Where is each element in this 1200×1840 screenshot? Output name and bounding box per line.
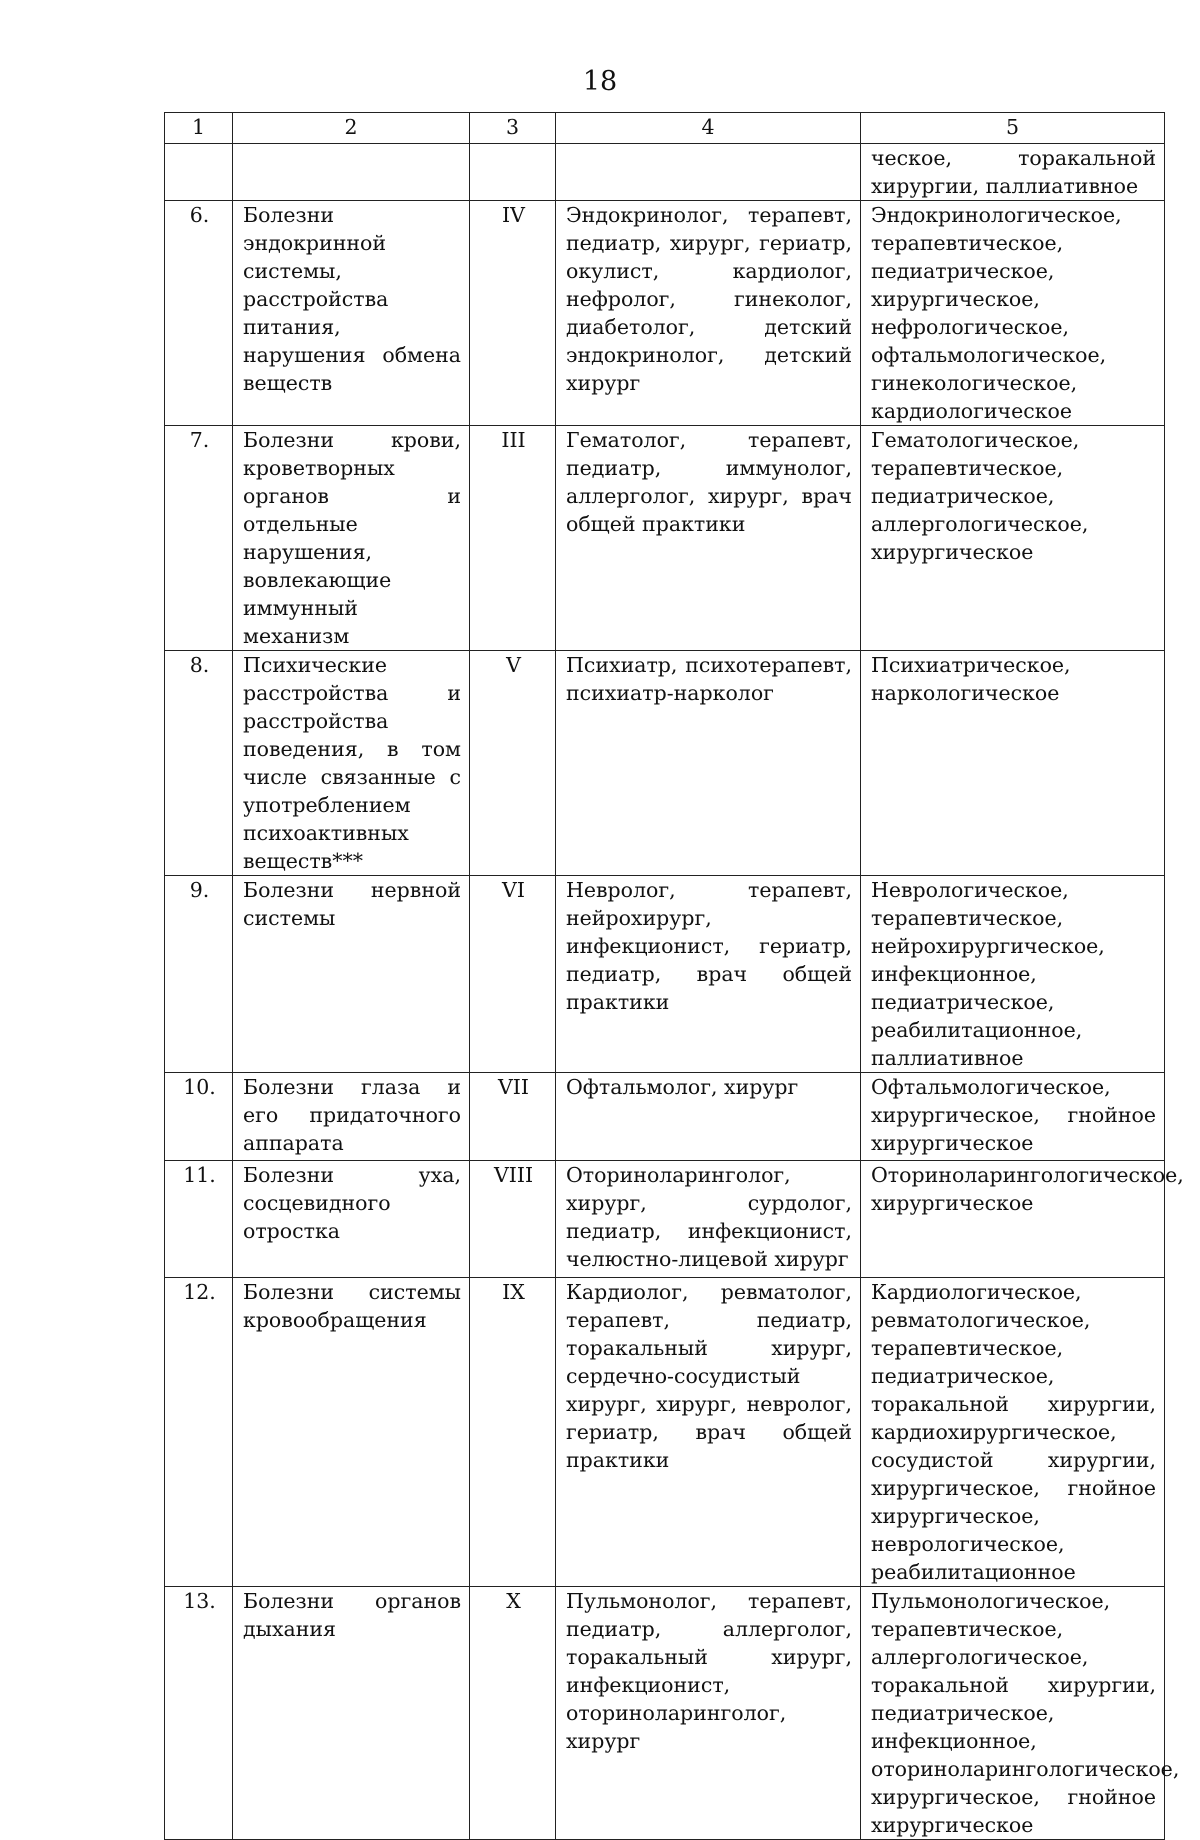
row-number: 12. <box>165 1278 233 1587</box>
icd-class: VI <box>470 876 556 1073</box>
row-number <box>165 144 233 201</box>
table-row <box>165 1278 1165 1587</box>
disease-group: Болезни системы кровообращения <box>233 1278 470 1587</box>
disease-group: Болезни нервной системы <box>233 876 470 1073</box>
row-number: 11. <box>165 1161 233 1278</box>
icd-class: VIII <box>470 1161 556 1278</box>
disease-group: Болезни эндокринной системы, расстройства питания, нарушения обмена веществ <box>233 201 470 426</box>
specialists: Психиатр, психотерапевт, психиатр-нарколог <box>556 651 861 876</box>
departments: ческое, торакальной хирургии, паллиативное <box>861 144 1165 201</box>
departments: Гематологическое, терапевтическое, педиатрическое, аллергологическое, хирургическое <box>861 426 1165 651</box>
table-row <box>165 426 1165 651</box>
disease-group: Болезни глаза и его придаточного аппарата <box>233 1073 470 1161</box>
medical-table <box>164 112 1184 1840</box>
departments: Оториноларингологическое, хирургическое <box>861 1161 1165 1278</box>
specialists: Пульмонолог, терапевт, педиатр, аллерголог, торакальный хирург, инфекционист, оториноларинголог, хирург <box>556 1587 861 1840</box>
icd-class: III <box>470 426 556 651</box>
disease-group: Психические расстройства и расстройства поведения, в том числе связанные с употреблением психоактивных веществ*** <box>233 651 470 876</box>
row-number: 7. <box>165 426 233 651</box>
header-row <box>165 113 1165 144</box>
specialists: Гематолог, терапевт, педиатр, иммунолог, аллерголог, хирург, врач общей практики <box>556 426 861 651</box>
row-number: 6. <box>165 201 233 426</box>
departments: Кардиологическое, ревматологическое, терапевтическое, педиатрическое, торакальной хирургии, кардиохирургическое, сосудистой хирургии, хирургическое, гнойное хирургическое, неврологическое, реабилитационное <box>861 1278 1165 1587</box>
page-number: 18 <box>582 66 618 97</box>
table-row <box>165 876 1165 1073</box>
icd-class: IV <box>470 201 556 426</box>
table-row <box>165 1587 1165 1840</box>
table-row <box>165 144 1165 201</box>
table-row <box>165 1073 1165 1161</box>
icd-class: VII <box>470 1073 556 1161</box>
departments: Неврологическое, терапевтическое, нейрохирургическое, инфекционное, педиатрическое, реабилитационное, паллиативное <box>861 876 1165 1073</box>
row-number: 8. <box>165 651 233 876</box>
table-row <box>165 201 1165 426</box>
row-number: 9. <box>165 876 233 1073</box>
icd-class: X <box>470 1587 556 1840</box>
specialists <box>556 144 861 201</box>
icd-class: IX <box>470 1278 556 1587</box>
specialists: Невролог, терапевт, нейрохирург, инфекционист, гериатр, педиатр, врач общей практики <box>556 876 861 1073</box>
icd-class: V <box>470 651 556 876</box>
table-row <box>165 651 1165 876</box>
disease-group <box>233 144 470 201</box>
departments: Эндокринологическое, терапевтическое, педиатрическое, хирургическое, нефрологическое, офтальмологическое, гинекологическое, кардиологическое <box>861 201 1165 426</box>
departments: Психиатрическое, наркологическое <box>861 651 1165 876</box>
column-header: 5 <box>861 113 1165 144</box>
disease-group: Болезни уха, сосцевидного отростка <box>233 1161 470 1278</box>
column-header: 1 <box>165 113 233 144</box>
specialists: Офтальмолог, хирург <box>556 1073 861 1161</box>
departments: Офтальмологическое, хирургическое, гнойное хирургическое <box>861 1073 1165 1161</box>
disease-group: Болезни органов дыхания <box>233 1587 470 1840</box>
departments: Пульмонологическое, терапевтическое, аллергологическое, торакальной хирургии, педиатрическое, инфекционное, оториноларингологическое, хирургическое, гнойное хирургическое <box>861 1587 1165 1840</box>
disease-group: Болезни крови, кроветворных органов и отдельные нарушения, вовлекающие иммунный механизм <box>233 426 470 651</box>
column-header: 3 <box>470 113 556 144</box>
specialists: Кардиолог, ревматолог, терапевт, педиатр, торакальный хирург, сердечно-сосудистый хирург, хирург, невролог, гериатр, врач общей практики <box>556 1278 861 1587</box>
column-header: 2 <box>233 113 470 144</box>
column-header: 4 <box>556 113 861 144</box>
row-number: 13. <box>165 1587 233 1840</box>
icd-class <box>470 144 556 201</box>
table-row <box>165 1161 1165 1278</box>
row-number: 10. <box>165 1073 233 1161</box>
specialists: Эндокринолог, терапевт, педиатр, хирург, гериатр, окулист, кардиолог, нефролог, гинеколог, диабетолог, детский эндокринолог, детский хирург <box>556 201 861 426</box>
specialists: Оториноларинголог, хирург, сурдолог, педиатр, инфекционист, челюстно-лицевой хирург <box>556 1161 861 1278</box>
